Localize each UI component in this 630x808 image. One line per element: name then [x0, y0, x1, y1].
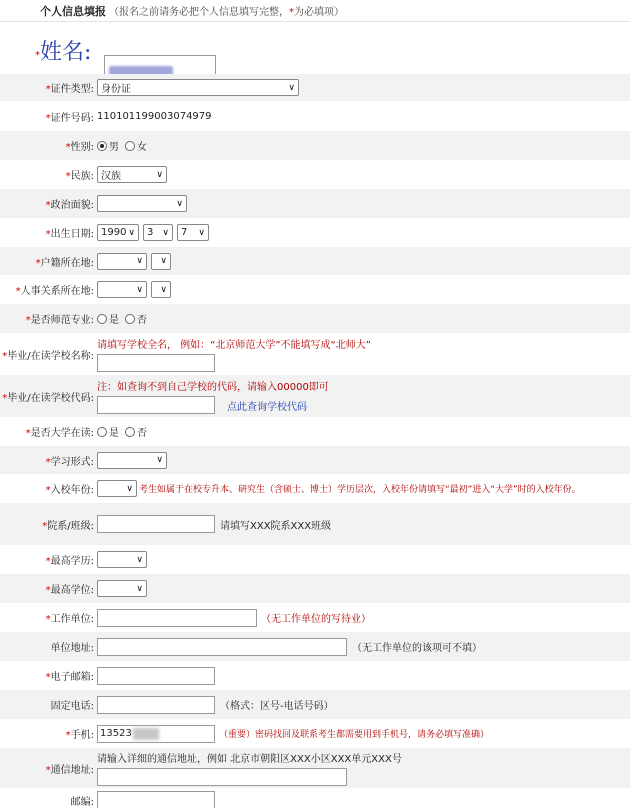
radio-unchecked-icon [97, 314, 107, 324]
phone-row [0, 690, 630, 719]
normal-major-no-radio[interactable]: 否 [125, 311, 147, 326]
form-header [0, 0, 630, 22]
radio-unchecked-icon [125, 314, 135, 324]
entry-year-note: 考生如属于在校专升本、研究生（含硕士、博士）学历层次，入校年份请填写“最初”进入“大学”时的入校年份。 [139, 485, 581, 495]
highest-degree-label: 最高学位: [50, 585, 94, 596]
enrolled-yes-radio[interactable]: 是 [97, 424, 119, 439]
work-unit-label: 工作单位: [50, 614, 94, 625]
postcode-input[interactable] [97, 791, 215, 808]
school-name-label: 毕业/在读学校名称: [7, 350, 94, 362]
study-form-label: 学习形式: [50, 456, 94, 468]
work-unit-row: *工作单位: （无工作单位的写待业） [0, 603, 630, 632]
chevron-down-icon: ∨ [156, 169, 163, 180]
id-type-select[interactable]: 身份证 ∨ [97, 79, 299, 96]
chevron-down-icon: ∨ [136, 284, 143, 295]
school-name-input[interactable] [97, 354, 215, 372]
personnel-label: 人事关系所在地: [20, 286, 94, 297]
phone-hint: （格式：区号-电话号码） [220, 701, 334, 712]
birth-year-select[interactable]: 1990 ∨ [97, 224, 139, 241]
email-input[interactable] [97, 667, 215, 685]
gender-label: 性别: [70, 142, 94, 153]
chevron-down-icon: ∨ [198, 227, 205, 238]
chevron-down-icon: ∨ [136, 583, 143, 594]
id-type-row: *证件类型: 身份证 ∨ [0, 74, 630, 101]
email-label: 电子邮箱: [50, 672, 94, 683]
entry-year-row: *入校年份: ∨ 考生如属于在校专升本、研究生（含硕士、博士）学历层次，入校年份请填写“最初”进入“大学”时的入校年份。 [0, 474, 630, 503]
normal-major-label: 是否师范专业: [30, 315, 94, 326]
chevron-down-icon: ∨ [160, 256, 167, 266]
school-code-row: *毕业/在读学校代码: 注：如查询不到自己学校的代码，请输入00000即可 点此查询学校代码 [0, 375, 630, 417]
personnel-row: *人事关系所在地: ∨ ∨ [0, 275, 630, 304]
chevron-down-icon: ∨ [136, 554, 143, 565]
name-row [0, 22, 630, 74]
household-label: 户籍所在地: [40, 257, 94, 269]
mobile-input[interactable]: 13523 [97, 725, 215, 743]
address-input[interactable] [97, 768, 347, 786]
political-row: *政治面貌: ∨ [0, 189, 630, 218]
political-label: 政治面貌: [50, 200, 94, 211]
school-code-note: 注：如查询不到自己学校的代码，请输入00000即可 [97, 382, 329, 393]
political-select[interactable] [97, 195, 187, 212]
postcode-row [0, 788, 630, 808]
ethnicity-label: 民族: [70, 171, 94, 182]
unit-address-row [0, 632, 630, 661]
chevron-down-icon: ∨ [128, 227, 135, 238]
school-code-label: 毕业/在读学校代码: [7, 392, 94, 404]
name-label: 姓名: [40, 40, 92, 65]
school-name-note: 请填写学校全名， 例如：“北京师范大学”不能填写成“北师大” [97, 340, 371, 351]
id-type-label: 证件类型: [50, 84, 94, 95]
highest-degree-row: *最高学位: ∨ [0, 574, 630, 603]
radio-unchecked-icon [97, 427, 107, 437]
normal-major-row: *是否师范专业: 是 否 [0, 304, 630, 333]
redacted-digits [133, 728, 159, 740]
chevron-down-icon: ∨ [136, 256, 143, 266]
personnel-city-select[interactable] [151, 281, 171, 298]
phone-label: 固定电话: [50, 701, 94, 712]
address-row: *通信地址: 请输入详细的通信地址，例如 北京市朝阳区XXX小区XXX单元XXX号 [0, 748, 630, 788]
study-form-select[interactable] [97, 452, 167, 469]
normal-major-yes-radio[interactable]: 是 [97, 311, 119, 326]
entry-year-label: 入校年份: [50, 485, 94, 496]
gender-male-radio[interactable]: 男 [97, 138, 119, 153]
birth-day-select[interactable]: 7 ∨ [177, 224, 209, 241]
enrolled-label: 是否大学在读: [30, 428, 94, 439]
household-city-select[interactable] [151, 253, 171, 270]
chevron-down-icon: ∨ [160, 284, 167, 295]
department-hint: 请填写XXX院系XXX班级 [220, 520, 332, 532]
household-row: *户籍所在地: ∨ ∨ [0, 247, 630, 275]
address-label: 通信地址: [50, 764, 94, 776]
unit-address-label: 单位地址: [50, 643, 94, 654]
phone-input[interactable] [97, 696, 215, 714]
ethnicity-row: *民族: 汉族 ∨ [0, 160, 630, 189]
mobile-row: *手机: 13523 （重要）密码找回及联系考生都需要用到手机号，请务必填写准确） [0, 719, 630, 748]
radio-unchecked-icon [125, 427, 135, 437]
school-code-input[interactable] [97, 396, 215, 414]
id-number-value: 110101199003074979 [97, 110, 212, 122]
department-input[interactable] [97, 515, 215, 533]
form-note: （报名之前请务必把个人信息填写完整，*为必填项） [109, 7, 344, 18]
radio-checked-icon [97, 141, 107, 151]
radio-unchecked-icon [125, 141, 135, 151]
mobile-note: （重要）密码找回及联系考生都需要用到手机号，请务必填写准确） [219, 730, 490, 740]
id-number-label: 证件号码: [50, 112, 94, 124]
department-label: 院系/班级: [47, 520, 94, 532]
mobile-label: 手机: [70, 730, 94, 741]
birth-month-select[interactable]: 3 ∨ [143, 224, 173, 241]
unit-address-hint: （无工作单位的该项可不填） [352, 643, 482, 654]
gender-row: *性别: 男 女 [0, 131, 630, 160]
personnel-province-select[interactable] [97, 281, 147, 298]
department-row: *院系/班级: 请填写XXX院系XXX班级 [0, 503, 630, 545]
highest-edu-label: 最高学历: [50, 556, 94, 567]
birth-row: *出生日期: 1990 ∨ 3 ∨ 7 ∨ [0, 218, 630, 247]
ethnicity-select[interactable]: 汉族 ∨ [97, 166, 167, 183]
highest-edu-row: *最高学历: ∨ [0, 545, 630, 574]
highest-edu-select[interactable] [97, 551, 147, 568]
birth-label: 出生日期: [50, 229, 94, 240]
email-row: *电子邮箱: [0, 661, 630, 690]
chevron-down-icon: ∨ [176, 198, 183, 209]
highest-degree-select[interactable] [97, 580, 147, 597]
chevron-down-icon: ∨ [162, 227, 169, 238]
work-unit-note: （无工作单位的写待业） [261, 614, 371, 625]
address-note: 请输入详细的通信地址，例如 北京市朝阳区XXX小区XXX单元XXX号 [97, 754, 402, 765]
required-star: * [35, 50, 40, 61]
chevron-down-icon: ∨ [156, 455, 163, 465]
study-form-row: *学习形式: ∨ [0, 446, 630, 474]
unit-address-input[interactable] [97, 638, 347, 656]
gender-female-radio[interactable]: 女 [125, 138, 147, 153]
entry-year-select[interactable] [97, 480, 137, 497]
id-number-row: *证件号码: 110101199003074979 [45, 110, 212, 124]
postcode-label: 邮编: [70, 796, 94, 808]
enrolled-no-radio[interactable]: 否 [125, 424, 147, 439]
school-code-lookup-link[interactable]: 点此查询学校代码 [227, 401, 307, 413]
chevron-down-icon: ∨ [288, 82, 295, 93]
school-name-row: *毕业/在读学校名称: 请填写学校全名， 例如：“北京师范大学”不能填写成“北师大” [0, 333, 630, 375]
chevron-down-icon: ∨ [126, 483, 133, 494]
enrolled-row: *是否大学在读: 是 否 [0, 417, 630, 446]
work-unit-input[interactable] [97, 609, 257, 627]
form-title: 个人信息填报 [40, 4, 106, 18]
household-province-select[interactable] [97, 253, 147, 270]
